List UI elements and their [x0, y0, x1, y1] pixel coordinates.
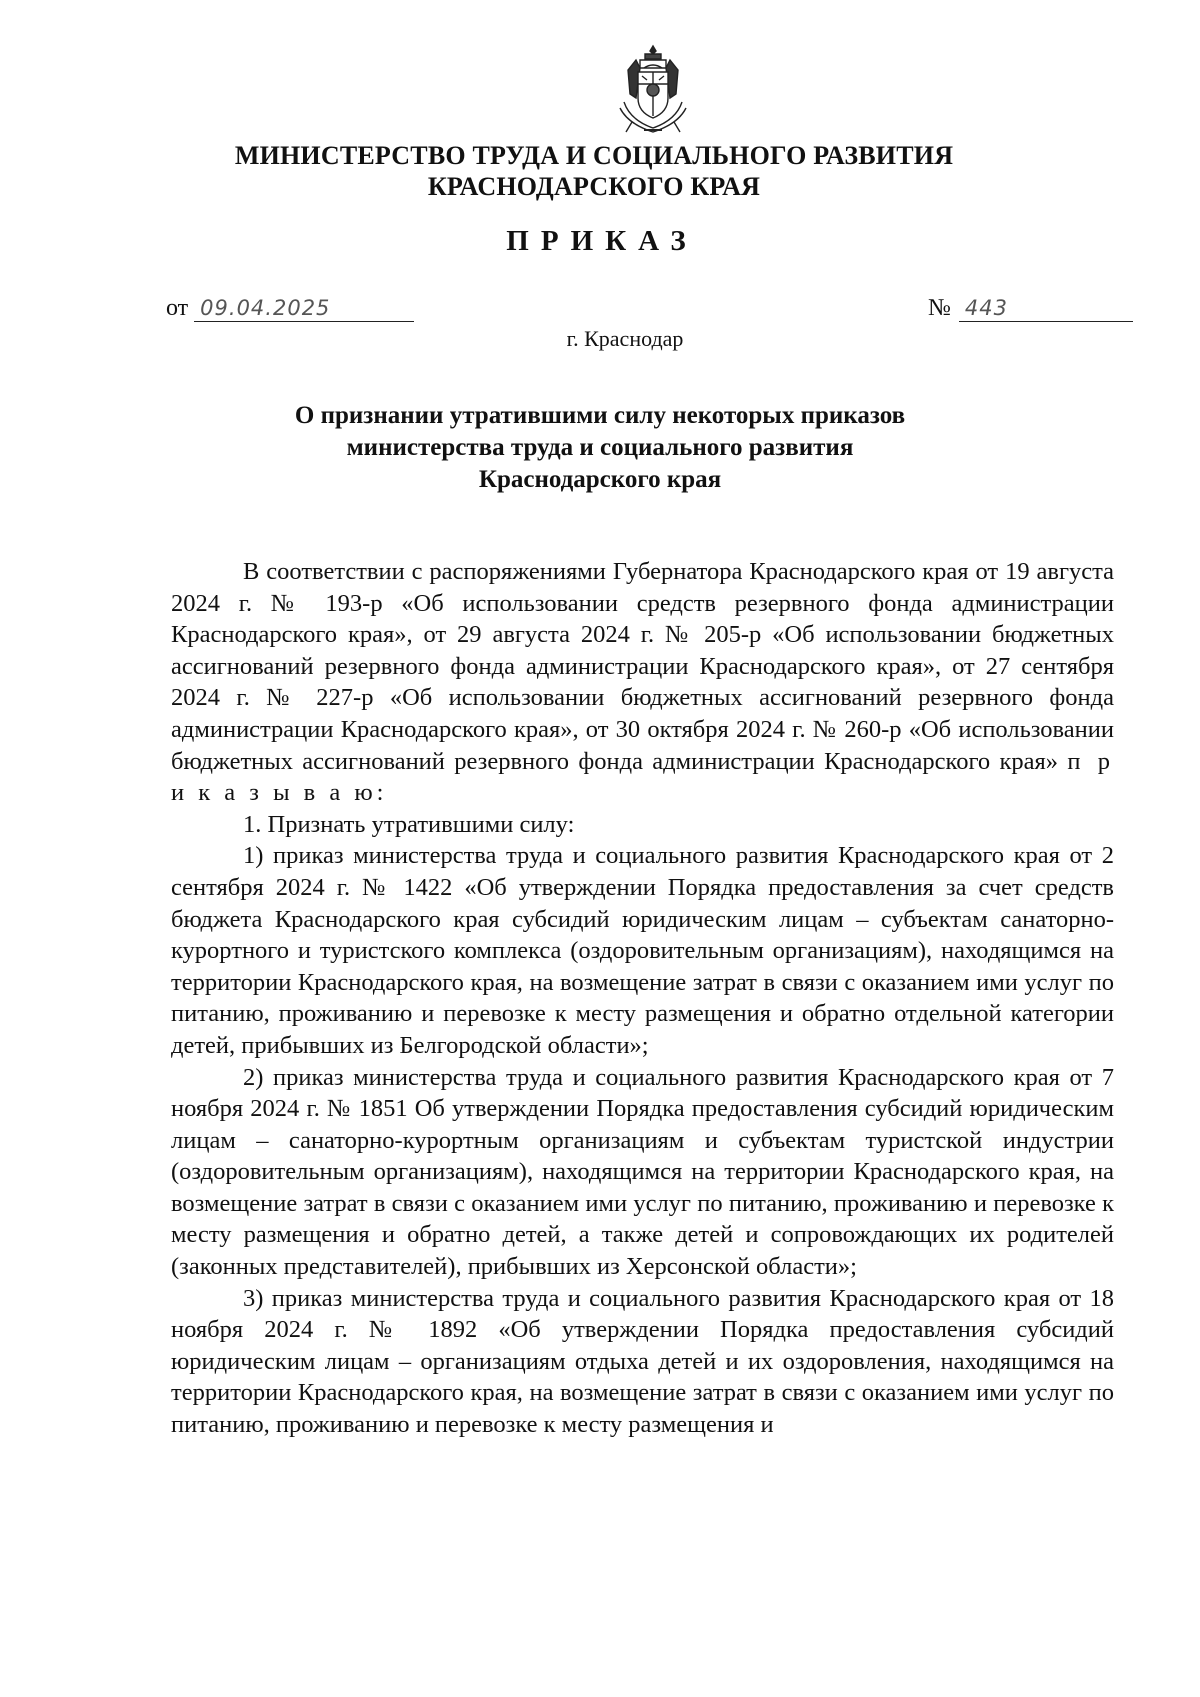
- date-label: от: [166, 295, 189, 321]
- subject-line1: О признании утратившими силу некоторых приказов: [294, 402, 906, 429]
- order-date: [166, 295, 414, 322]
- ministry-name-line2: КРАСНОДАРСКОГО КРАЯ: [427, 172, 761, 201]
- preamble-text: В соответствии с распоряжениями Губернатора Краснодарского края от 19 августа 2024 г. № 193-р «Об использовании средств резервного фонда администрации Краснодарского края», от 29 августа 2024 г. № 205-р «Об использовании бюджетных ассигнований резервного фонда администрации Краснодарского края», от 27 сентября 2024 г. № 227-р «Об использовании бюджетных ассигнований резервного фонда администрации Краснодарского края», от 30 октября 2024 г. № 260-р «Об использовании бюджетных ассигнований резервного фонда администрации Краснодарского края»: [171, 558, 1114, 775]
- number-value: 443: [959, 295, 1133, 322]
- clause-1: 1. Признать утратившими силу:: [243, 810, 575, 838]
- ministry-name-line1: МИНИСТЕРСТВО ТРУДА И СОЦИАЛЬНОГО РАЗВИТИЯ: [234, 141, 954, 170]
- order-number: [928, 295, 1133, 322]
- preamble-paragraph: [171, 556, 1114, 809]
- coat-of-arms-icon: [614, 44, 692, 136]
- clause-1-item-2: 2) приказ министерства труда и социального развития Краснодарского края от 7 ноября 2024 г. № 1851 Об утверждении Порядка предоставления субсидий юридическим лицам – санаторно-курортным организациям и субъектам туристской индустрии (оздоровительным организациям), находящимся на территории Краснодарского края, на возмещение затрат в связи с оказанием ими услуг по питанию, проживанию и перевозке к месту размещения и обратно детей, а также детей и сопровождающих их родителей (законных представителей), прибывших из Херсонской области»;: [171, 1063, 1114, 1281]
- subject-line2: министерства труда и социального развития: [346, 434, 854, 461]
- document-type-title: ПРИКАЗ: [506, 225, 698, 257]
- clause-1-item-1: 1) приказ министерства труда и социального развития Краснодарского края от 2 сентября 2024 г. № 1422 «Об утверждении Порядка предоставления за счет средств бюджета Краснодарского края субсидий юридическим лицам – субъектам санаторно-курортного и туристского комплекса (оздоровительным организациям), находящимся на территории Краснодарского края, на возмещение затрат в связи с оказанием ими услуг по питанию, проживанию и перевозке к месту размещения и обратно отдельной категории детей, прибывших из Белгородской области»;: [171, 842, 1114, 1059]
- place-of-issue: г. Краснодар: [566, 326, 684, 351]
- clause-1-item-3: 3) приказ министерства труда и социального развития Краснодарского края от 18 ноября 2024 г. № 1892 «Об утверждении Порядка предоставления субсидий юридическим лицам – организациям отдыха детей и их оздоровления, находящимся на территории Краснодарского края, на возмещение затрат в связи с оказанием ими услуг по питанию, проживанию и перевозке к месту размещения и: [171, 1284, 1114, 1439]
- order-verb: п р и к а з ы в а ю:: [171, 747, 1114, 807]
- order-subject: [0, 400, 1200, 496]
- subject-line3: Краснодарского края: [478, 466, 722, 493]
- number-label: №: [928, 295, 951, 321]
- date-value: 09.04.2025: [194, 295, 414, 322]
- order-body: [171, 556, 1114, 1441]
